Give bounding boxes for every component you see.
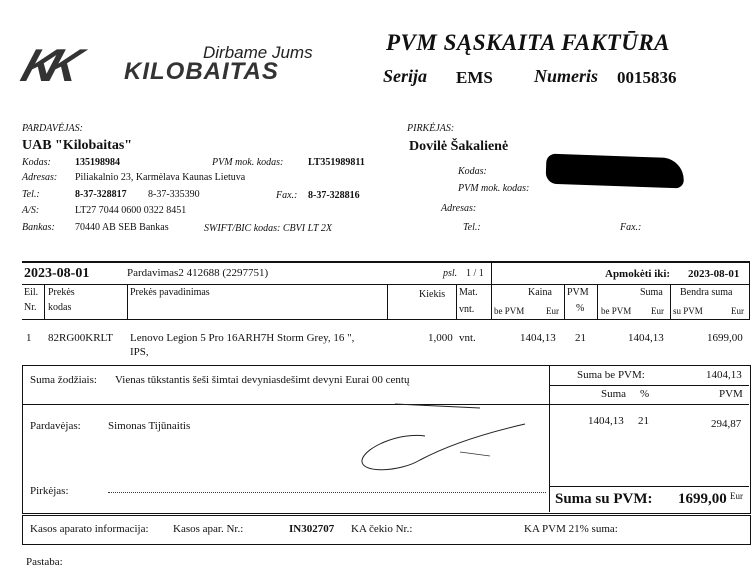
item-vat: 21 xyxy=(575,332,586,344)
numeris-label: Numeris xyxy=(534,66,599,86)
hdr-bendra-su: su PVM xyxy=(673,306,703,316)
pirkejas-label: Pirkėjas: xyxy=(30,485,69,497)
item-total: 1699,00 xyxy=(707,332,743,344)
hdr-mat1: Mat. xyxy=(459,287,478,298)
row-sum: 1404,13 xyxy=(588,415,624,427)
kasos-apar: IN302707 xyxy=(289,523,335,535)
serija-value: EMS xyxy=(456,68,493,87)
item-unit: vnt. xyxy=(459,332,476,344)
header-divider-2 xyxy=(22,319,750,320)
col-line-4 xyxy=(456,285,457,319)
seller-kodas: 135198984 xyxy=(75,157,120,168)
pirkejas-dotted-line xyxy=(108,492,546,493)
totals-vline xyxy=(549,366,550,512)
buyer-heading: PIRKĖJAS: xyxy=(407,123,455,134)
serija-label: Serija xyxy=(383,66,428,86)
seller-adresas-label: Adresas: xyxy=(22,172,58,183)
col-line-6 xyxy=(564,285,565,319)
row-pvm: 294,87 xyxy=(711,418,742,430)
pvm-col: PVM xyxy=(719,388,743,400)
su-pvm-eur: Eur xyxy=(730,491,743,501)
seller-pvm-label: PVM mok. kodas: xyxy=(212,157,284,168)
vline-right-end xyxy=(749,262,750,319)
buyer-adresas-label: Adresas: xyxy=(441,203,477,214)
kasos-apar-label: Kasos apar. Nr.: xyxy=(173,523,244,535)
su-pvm-value: 1699,00 xyxy=(678,491,727,507)
kasos-cekio-label: KA čekio Nr.: xyxy=(351,523,413,535)
totals-hline-right-1 xyxy=(550,385,749,386)
seller-name: UAB "Kilobaitas" xyxy=(22,138,133,153)
psl-label: psl. xyxy=(443,268,458,279)
apmoketi-label: Apmokėti iki: xyxy=(605,268,671,280)
hdr-eil2: Nr. xyxy=(24,302,37,313)
hdr-pvm2: % xyxy=(576,303,585,314)
hdr-suma-eur: Eur xyxy=(651,306,664,316)
buyer-tel-label: Tel.: xyxy=(463,222,481,233)
logo-tagline: Dirbame Jums xyxy=(203,43,313,62)
suma-col: Suma xyxy=(601,388,627,400)
psl-value: 1 / 1 xyxy=(466,268,484,279)
col-line-7 xyxy=(597,285,598,319)
hdr-kiekis: Kiekis xyxy=(419,289,446,300)
hdr-bendra: Bendra suma xyxy=(680,287,733,298)
words-label: Suma žodžiais: xyxy=(30,374,97,386)
header-divider-1 xyxy=(22,284,750,285)
item-name-1: Lenovo Legion 5 Pro 16ARH7H Storm Grey, 16 ", xyxy=(130,332,355,344)
seller-bankas-label: Bankas: xyxy=(22,222,55,233)
buyer-pvm-label: PVM mok. kodas: xyxy=(458,183,530,194)
seller-kodas-label: Kodas: xyxy=(22,157,51,168)
seller-heading: PARDAVĖJAS: xyxy=(22,123,83,134)
totals-hline-right-2 xyxy=(550,404,749,405)
pct-col: % xyxy=(640,388,650,400)
seller-as: LT27 7044 0600 0322 8451 xyxy=(75,205,187,216)
hdr-pvm1: PVM xyxy=(567,287,589,298)
redaction-mark xyxy=(546,154,685,189)
col-line-3 xyxy=(387,285,388,319)
seller-tel-label: Tel.: xyxy=(22,189,40,200)
kasos-label: Kasos aparato informacija: xyxy=(30,523,149,535)
pardavejas-name: Simonas Tijūnaitis xyxy=(108,420,191,432)
seller-tel2: 8-37-335390 xyxy=(148,189,200,200)
seller-fax-label: Fax.: xyxy=(276,190,298,201)
logo-brand: KILOBAITAS xyxy=(124,58,279,85)
seller-bankas: 70440 AB SEB Bankas xyxy=(75,222,169,233)
suma-be-value: 1404,13 xyxy=(706,369,742,381)
hdr-pavad: Prekės pavadinimas xyxy=(130,287,210,298)
seller-adresas: Piliakalnio 23, Karmėlava Kaunas Lietuva xyxy=(75,172,246,183)
item-qty: 1,000 xyxy=(428,332,453,344)
doc-ref: Pardavimas2 412688 (2297751) xyxy=(127,267,269,279)
item-nr: 1 xyxy=(26,332,32,344)
pastaba-label: Pastaba: xyxy=(26,556,63,568)
hdr-kaina-be: be PVM xyxy=(494,306,525,316)
col-line-2 xyxy=(127,285,128,319)
vline-apmoketi xyxy=(491,262,492,284)
seller-fax: 8-37-328816 xyxy=(308,190,360,201)
buyer-fax-label: Fax.: xyxy=(620,222,642,233)
pardavejas-label: Pardavėjas: xyxy=(30,420,81,432)
hdr-kaina-eur: Eur xyxy=(546,306,559,316)
logo-letters: KK xyxy=(15,39,79,91)
doc-date: 2023-08-01 xyxy=(24,266,90,281)
apmoketi-value: 2023-08-01 xyxy=(688,268,740,280)
su-pvm-label: Suma su PVM: xyxy=(555,491,653,507)
col-line-1 xyxy=(44,285,45,319)
hdr-prekes2: kodas xyxy=(48,302,72,313)
hdr-mat2: vnt. xyxy=(459,304,475,315)
seller-as-label: A/S: xyxy=(22,205,40,216)
item-name-2: IPS, xyxy=(130,346,149,358)
buyer-name: Dovilė Šakalienė xyxy=(409,139,509,154)
row-pct: 21 xyxy=(638,415,649,427)
item-price: 1404,13 xyxy=(520,332,556,344)
seller-swift: SWIFT/BIC kodas: CBVI LT 2X xyxy=(204,223,332,234)
table-top-border xyxy=(22,261,750,263)
hdr-suma-be: be PVM xyxy=(601,306,632,316)
hdr-prekes1: Prekės xyxy=(48,287,75,298)
hdr-bendra-eur: Eur xyxy=(731,306,744,316)
suma-be-label: Suma be PVM: xyxy=(577,369,645,381)
hdr-kaina: Kaina xyxy=(528,287,552,298)
col-line-8 xyxy=(670,285,671,319)
words-value: Vienas tūkstantis šeši šimtai devyniasdešimt devyni Eurai 00 centų xyxy=(115,374,410,386)
totals-hline-right-3 xyxy=(550,486,749,487)
kasos-ka-pvm-label: KA PVM 21% suma: xyxy=(524,523,618,535)
item-code: 82RG00KRLT xyxy=(48,332,113,344)
seller-tel1: 8-37-328817 xyxy=(75,189,127,200)
hdr-suma: Suma xyxy=(640,287,663,298)
buyer-kodas-label: Kodas: xyxy=(458,166,487,177)
seller-pvm: LT351989811 xyxy=(308,157,365,168)
invoice-title: PVM SĄSKAITA FAKTŪRA xyxy=(386,30,671,55)
col-line-5 xyxy=(491,285,492,319)
item-sum: 1404,13 xyxy=(628,332,664,344)
numeris-value: 0015836 xyxy=(617,68,677,87)
signature-scribble xyxy=(340,392,540,482)
hdr-eil1: Eil. xyxy=(24,287,39,298)
